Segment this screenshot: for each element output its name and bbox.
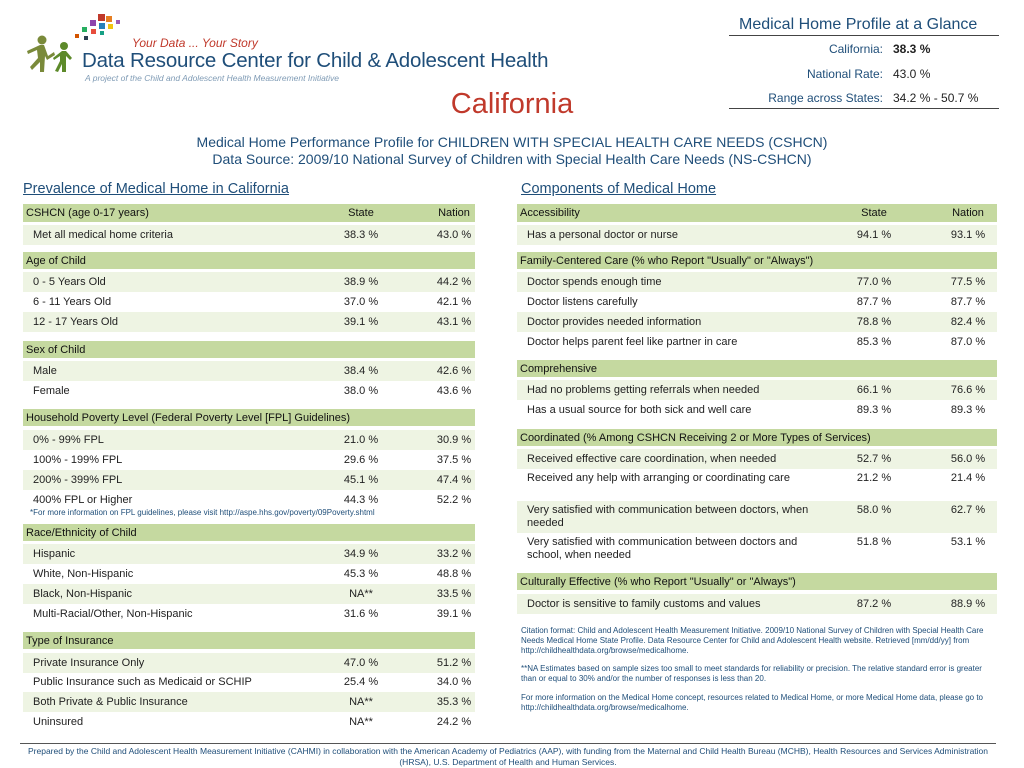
nation-value: 53.1 %	[950, 536, 986, 548]
glance-divider	[729, 108, 999, 109]
nation-value: 93.1 %	[950, 229, 986, 241]
org-name: Data Resource Center for Child & Adolescent Health	[82, 49, 549, 72]
row-label: Doctor helps parent feel like partner in care	[527, 336, 738, 348]
state-value: 77.0 %	[856, 276, 892, 288]
row-label: Female	[33, 385, 70, 397]
state-value: 21.2 %	[856, 472, 892, 484]
table-row	[517, 533, 997, 565]
nation-value: 34.0 %	[436, 676, 472, 688]
table-row	[23, 653, 475, 673]
tagline: Your Data ... Your Story	[132, 36, 258, 50]
state-value: 51.8 %	[856, 536, 892, 548]
state-value: 38.0 %	[343, 385, 379, 397]
nation-value: 88.9 %	[950, 598, 986, 610]
table-row	[23, 564, 475, 584]
row-label: 12 - 17 Years Old	[33, 316, 119, 328]
table-row	[517, 332, 997, 352]
section-header-label: Coordinated (% Among CSHCN Receiving 2 or More Types of Services)	[520, 432, 871, 444]
footer-text: Prepared by the Child and Adolescent Health Measurement Initiative (CAHMI) in collaboration with the American Academy of Pediatrics (AAP), with funding from the Maternal and Child Health Bureau (MCHB), Health Resources and Services Administration (HRSA), U.S. Department of Health and Human Services.	[27, 746, 988, 767]
table-row	[23, 272, 475, 292]
nation-value: 56.0 %	[950, 453, 986, 465]
nation-value: 51.2 %	[436, 657, 472, 669]
state-value: 44.3 %	[343, 494, 379, 506]
nation-value: 33.2 %	[436, 548, 472, 560]
state-value: 47.0 %	[343, 657, 379, 669]
glance-row	[729, 42, 999, 57]
table-row	[23, 692, 475, 712]
nation-value: 37.5 %	[436, 454, 472, 466]
nation-value: 52.2 %	[436, 494, 472, 506]
state-value: 94.1 %	[856, 229, 892, 241]
state-value: 38.3 %	[343, 229, 379, 241]
table-row	[23, 584, 475, 604]
glance-label: National Rate:	[806, 67, 883, 81]
table-row	[23, 544, 475, 564]
nation-column-header: Nation	[438, 207, 470, 219]
section-header-label: Household Poverty Level (Federal Poverty Level [FPL] Guidelines)	[26, 412, 351, 424]
citation-note: Citation format: Child and Adolescent Health Measurement Initiative. 2009/10 National Survey of Children with Special Health Care Needs Medical Home State Profile. Data Resource Center for Child and Adolescent Health website. Retrieved [mm/dd/yy] from http://childhealthdata.org/browse/medicalhome.	[521, 626, 984, 655]
glance-title: Medical Home Profile at a Glance	[729, 16, 999, 36]
table-section-header	[517, 204, 997, 222]
row-label: Hispanic	[33, 548, 76, 560]
nation-value: 44.2 %	[436, 276, 472, 288]
table-row	[517, 400, 997, 420]
state-value: NA**	[349, 696, 373, 708]
logo-children	[27, 36, 72, 73]
na-note: **NA Estimates based on sample sizes too small to meet standards for reliability or precision. The relative standard error is greater than or equal to 30% and/or the number of responses is less than 20.	[521, 664, 982, 683]
nation-value: 24.2 %	[436, 716, 472, 728]
table-row	[23, 712, 475, 732]
row-label: 400% FPL or Higher	[33, 494, 133, 506]
table-row	[23, 470, 475, 490]
nation-value: 43.0 %	[436, 229, 472, 241]
row-label: 0 - 5 Years Old	[33, 276, 106, 288]
state-value: 38.9 %	[343, 276, 379, 288]
row-label: Received any help with arranging or coordinating care	[527, 472, 790, 484]
table-row	[517, 225, 997, 245]
state-value: 78.8 %	[856, 316, 892, 328]
row-label: 200% - 399% FPL	[33, 474, 123, 486]
section-header-label: Culturally Effective (% who Report "Usually" or "Always")	[520, 576, 796, 588]
state-value: 87.7 %	[856, 296, 892, 308]
glance-row	[729, 91, 999, 106]
state-column-header: State	[348, 207, 374, 219]
nation-value: 47.4 %	[436, 474, 472, 486]
footer-divider	[20, 743, 996, 744]
table-row	[23, 361, 475, 381]
state-value: 45.1 %	[343, 474, 379, 486]
section-header-label: Sex of Child	[26, 344, 86, 356]
prevalence-section-title: Prevalence of Medical Home in California	[23, 181, 289, 197]
glance-label: Range across States:	[768, 91, 883, 105]
more-info-note: For more information on the Medical Home concept, resources related to Medical Home, or more Medical Home data, please go to http://childhealthdata.org/browse/medicalhome.	[521, 693, 983, 712]
row-label: Very satisfied with communication between doctors, when needed	[527, 504, 809, 529]
row-label: Private Insurance Only	[33, 657, 145, 669]
row-label: Has a usual source for both sick and well care	[527, 404, 752, 416]
state-value: 25.4 %	[343, 676, 379, 688]
table-section-header	[23, 524, 475, 541]
state-value: 89.3 %	[856, 404, 892, 416]
row-label: Met all medical home criteria	[33, 229, 173, 241]
table-section-header	[23, 341, 475, 358]
nation-value: 42.1 %	[436, 296, 472, 308]
state-value: 58.0 %	[856, 504, 892, 516]
nation-value: 77.5 %	[950, 276, 986, 288]
table-section-header	[517, 429, 997, 446]
table-section-header	[517, 252, 997, 269]
table-row	[23, 381, 475, 401]
table-row	[23, 430, 475, 450]
table-row	[517, 272, 997, 292]
nation-value: 89.3 %	[950, 404, 986, 416]
state-value: 52.7 %	[856, 453, 892, 465]
state-value: 39.1 %	[343, 316, 379, 328]
page-subtitle	[0, 134, 1024, 168]
row-label: Received effective care coordination, when needed	[527, 453, 777, 465]
section-header-label: Comprehensive	[520, 363, 598, 375]
nation-value: 30.9 %	[436, 434, 472, 446]
section-header-label: Race/Ethnicity of Child	[26, 527, 137, 539]
subtitle-line: Data Source: 2009/10 National Survey of Children with Special Health Care Needs (NS-CSHCN)	[212, 151, 812, 167]
section-header-label: Age of Child	[26, 255, 86, 267]
row-label: Very satisfied with communication between doctors and school, when needed	[527, 536, 798, 561]
state-value: 38.4 %	[343, 365, 379, 377]
table-row	[517, 594, 997, 614]
row-label: Multi-Racial/Other, Non-Hispanic	[33, 608, 193, 620]
row-label: White, Non-Hispanic	[33, 568, 134, 580]
section-header-label: CSHCN (age 0-17 years)	[26, 207, 149, 219]
nation-value: 62.7 %	[950, 504, 986, 516]
state-column-header: State	[861, 207, 887, 219]
nation-value: 87.7 %	[950, 296, 986, 308]
nation-value: 43.1 %	[436, 316, 472, 328]
org-subtitle: A project of the Child and Adolescent Health Measurement Initiative	[85, 73, 340, 83]
glance-value: 43.0 %	[893, 67, 931, 81]
state-value: 45.3 %	[343, 568, 379, 580]
glance-value: 34.2 % - 50.7 %	[893, 91, 979, 105]
state-value: 21.0 %	[343, 434, 379, 446]
table-row	[517, 292, 997, 312]
state-value: 87.2 %	[856, 598, 892, 610]
table-row	[517, 449, 997, 469]
state-value: NA**	[349, 588, 373, 600]
nation-value: 76.6 %	[950, 384, 986, 396]
row-label: Had no problems getting referrals when needed	[527, 384, 760, 396]
row-label: 100% - 199% FPL	[33, 454, 123, 466]
row-label: 0% - 99% FPL	[33, 434, 104, 446]
nation-value: 39.1 %	[436, 608, 472, 620]
row-label: Male	[33, 365, 57, 377]
state-value: 29.6 %	[343, 454, 379, 466]
glance-box	[729, 16, 999, 105]
table-section-header	[517, 573, 997, 590]
table-row	[517, 469, 997, 501]
section-header-label: Type of Insurance	[26, 635, 114, 647]
row-label: Doctor provides needed information	[527, 316, 702, 328]
nation-value: 35.3 %	[436, 696, 472, 708]
table-section-header	[23, 409, 475, 426]
table-row	[517, 312, 997, 332]
nation-value: 21.4 %	[950, 472, 986, 484]
table-row	[23, 604, 475, 624]
state-value: 66.1 %	[856, 384, 892, 396]
state-value: 31.6 %	[343, 608, 379, 620]
row-label: Has a personal doctor or nurse	[527, 229, 679, 241]
row-label: Black, Non-Hispanic	[33, 588, 133, 600]
nation-value: 82.4 %	[950, 316, 986, 328]
table-row	[23, 490, 475, 510]
table-row	[23, 672, 475, 692]
table-section-header	[23, 632, 475, 649]
table-section-header	[23, 204, 475, 222]
nation-value: 87.0 %	[950, 336, 986, 348]
table-row	[23, 450, 475, 470]
table-section-header	[517, 360, 997, 377]
table-row	[23, 312, 475, 332]
glance-row	[729, 67, 999, 82]
subtitle-line: Medical Home Performance Profile for CHILDREN WITH SPECIAL HEALTH CARE NEEDS (CSHCN)	[196, 134, 828, 150]
table-row	[23, 292, 475, 312]
table-row	[517, 380, 997, 400]
row-label: Both Private & Public Insurance	[33, 696, 188, 708]
row-label: Doctor spends enough time	[527, 276, 662, 288]
row-label: Public Insurance such as Medicaid or SCHIP	[33, 676, 252, 688]
section-header-label: Accessibility	[520, 207, 580, 219]
state-title: California	[450, 88, 574, 120]
row-label: 6 - 11 Years Old	[33, 296, 112, 308]
nation-value: 33.5 %	[436, 588, 472, 600]
state-value: 85.3 %	[856, 336, 892, 348]
row-label: Doctor is sensitive to family customs and values	[527, 598, 761, 610]
nation-value: 43.6 %	[436, 385, 472, 397]
nation-value: 48.8 %	[436, 568, 472, 580]
row-label: Uninsured	[33, 716, 84, 728]
glance-value: 38.3 %	[893, 42, 931, 56]
glance-label: California:	[828, 42, 883, 56]
table-row	[23, 225, 475, 245]
state-value: 34.9 %	[343, 548, 379, 560]
logo-mosaic	[75, 14, 120, 40]
fpl-note: *For more information on FPL guidelines, please visit http://aspe.hhs.gov/poverty/09Poverty.shtml	[30, 508, 375, 517]
section-header-label: Family-Centered Care (% who Report "Usually" or "Always")	[520, 255, 814, 267]
state-value: 37.0 %	[343, 296, 379, 308]
nation-value: 42.6 %	[436, 365, 472, 377]
table-section-header	[23, 252, 475, 269]
row-label: Doctor listens carefully	[527, 296, 638, 308]
components-section-title: Components of Medical Home	[521, 181, 717, 197]
nation-column-header: Nation	[952, 207, 984, 219]
table-row	[517, 501, 997, 533]
state-value: NA**	[349, 716, 373, 728]
